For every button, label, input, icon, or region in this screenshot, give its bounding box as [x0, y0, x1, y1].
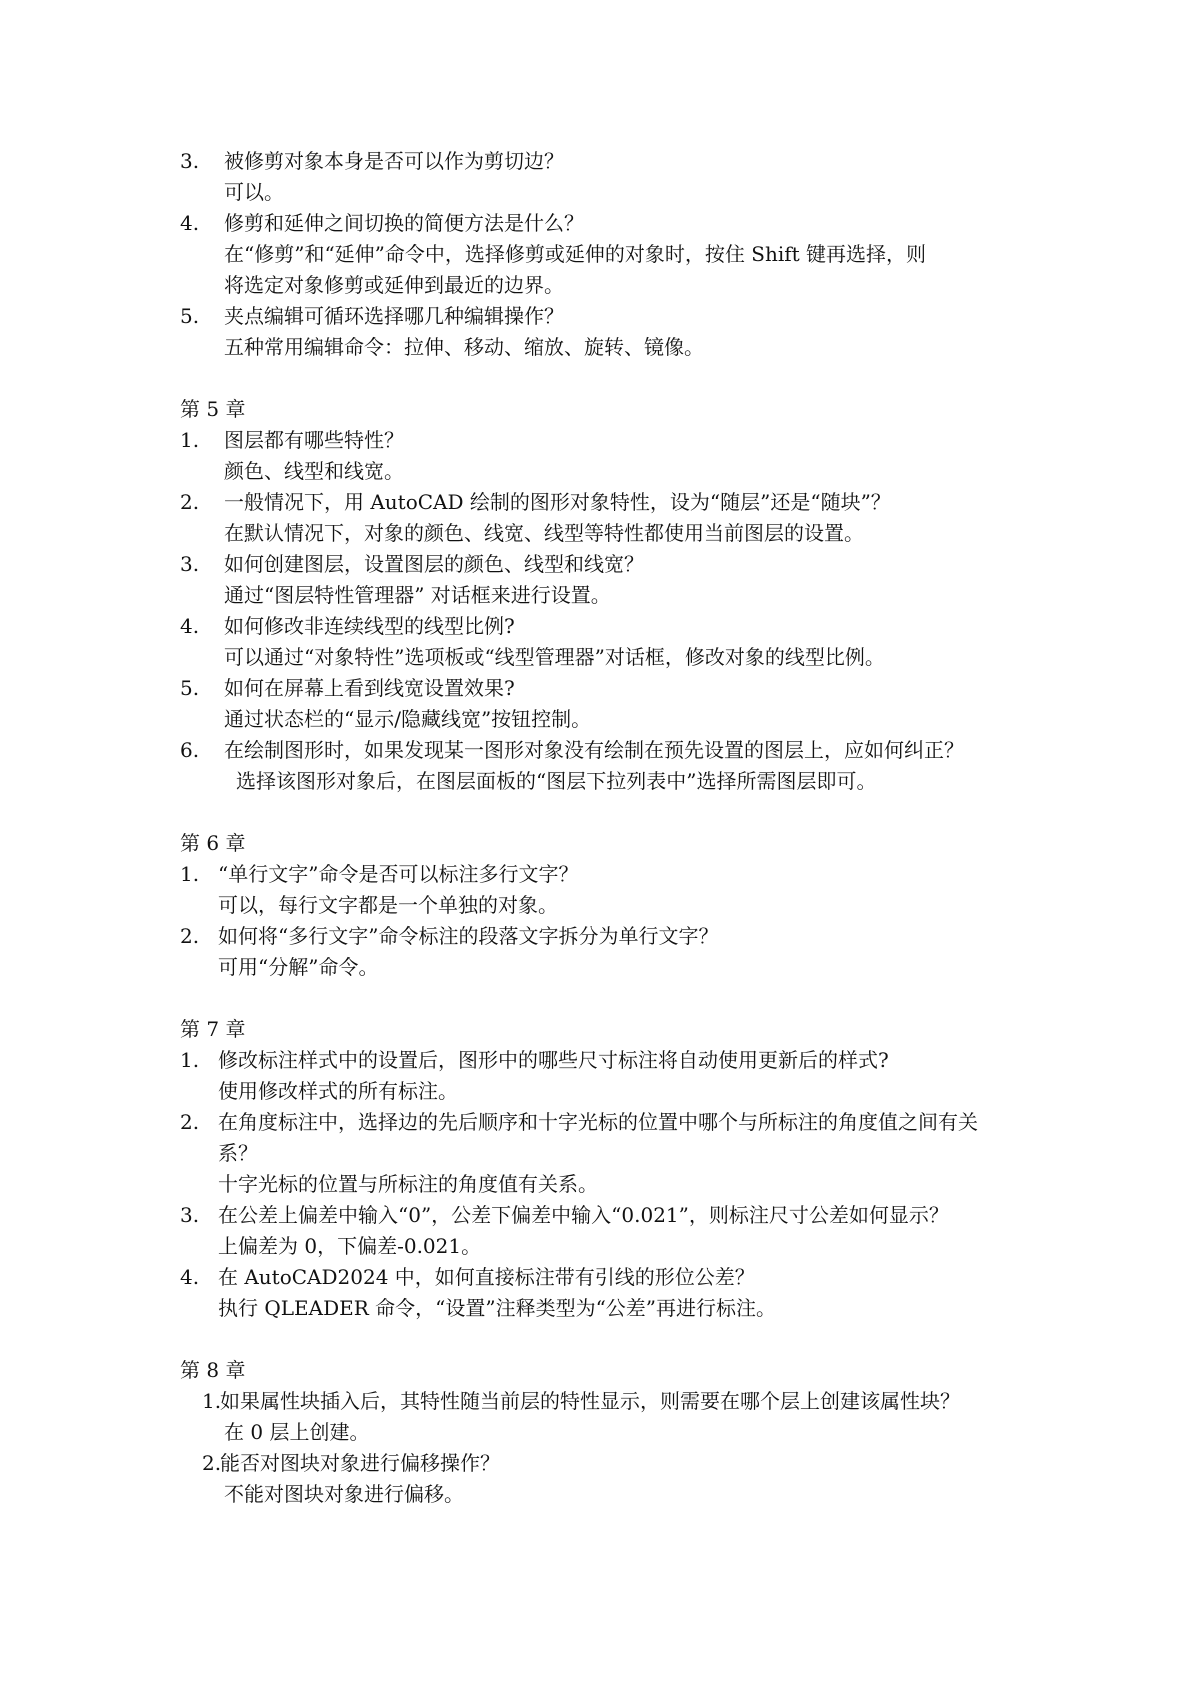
question-text: 在 AutoCAD2024 中，如何直接标注带有引线的形位公差？ [218, 1265, 755, 1289]
question-text: 如何将“多行文字”命令标注的段落文字拆分为单行文字？ [218, 924, 719, 948]
question-number: 2. [180, 1110, 200, 1134]
qa-item [180, 1448, 1080, 1510]
question [180, 735, 1080, 766]
answer-line: 可用“分解”命令。 [218, 955, 379, 979]
question-number: 2. [202, 1451, 222, 1475]
question-text: 如何创建图层，设置图层的颜色、线型和线宽？ [224, 552, 644, 576]
question-text: 被修剪对象本身是否可以作为剪切边？ [224, 149, 564, 173]
question-text: 图层都有哪些特性？ [224, 428, 404, 452]
question [180, 611, 1080, 642]
answer-line: 通过状态栏的“显示/隐藏线宽”按钮控制。 [224, 707, 592, 731]
question-number: 4. [180, 614, 200, 638]
section-chapter-6 [180, 828, 1080, 983]
question [180, 859, 1080, 890]
qa-item [180, 1200, 1080, 1262]
chapter-heading: 第 6 章 [180, 831, 246, 855]
question-number: 4. [180, 1265, 200, 1289]
question [180, 208, 1080, 239]
answer-line: 可以。 [224, 180, 284, 204]
answer-line: 颜色、线型和线宽。 [224, 459, 404, 483]
answer-line: 不能对图块对象进行偏移。 [224, 1482, 464, 1506]
question-text: 修改标注样式中的设置后，图形中的哪些尺寸标注将自动使用更新后的样式? [218, 1048, 889, 1072]
answer-line: 执行 QLEADER 命令，“设置”注释类型为“公差”再进行标注。 [218, 1296, 777, 1320]
question-text: 如果属性块插入后，其特性随当前层的特性显示，则需要在哪个层上创建该属性块？ [220, 1389, 960, 1413]
question [180, 425, 1080, 456]
qa-item [180, 735, 1080, 797]
qa-item [180, 1386, 1080, 1448]
question [180, 1262, 1080, 1293]
question [180, 1045, 1080, 1076]
qa-item [180, 673, 1080, 735]
question [180, 1448, 1080, 1479]
question-number: 5. [180, 304, 200, 328]
question-text: 在公差上偏差中输入“0”，公差下偏差中输入“0.021”，则标注尺寸公差如何显示？ [218, 1203, 949, 1227]
question-number: 3. [180, 149, 200, 173]
answer-line: 在 0 层上创建。 [224, 1420, 370, 1444]
answer-line: 将选定对象修剪或延伸到最近的边界。 [224, 273, 564, 297]
qa-item [180, 208, 1080, 301]
chapter-heading: 第 7 章 [180, 1017, 246, 1041]
qa-item [180, 301, 1080, 363]
question-number: 1. [202, 1389, 222, 1413]
document-body [180, 146, 1080, 1510]
answer-line: 十字光标的位置与所标注的角度值有关系。 [218, 1172, 598, 1196]
answer-line: 使用修改样式的所有标注。 [218, 1079, 458, 1103]
question-number: 1. [180, 1048, 200, 1072]
section-chapter-8 [180, 1355, 1080, 1510]
question-number: 3. [180, 1203, 200, 1227]
answer-line: 上偏差为 0，下偏差-0.021。 [218, 1234, 482, 1258]
question-text: 一般情况下，用 AutoCAD 绘制的图形对象特性，设为“随层”还是“随块”？ [224, 490, 891, 514]
question-text: “单行文字”命令是否可以标注多行文字？ [218, 862, 579, 886]
qa-item [180, 425, 1080, 487]
answer-line: 五种常用编辑命令：拉伸、移动、缩放、旋转、镜像。 [224, 335, 704, 359]
question-text: 在角度标注中，选择边的先后顺序和十字光标的位置中哪个与所标注的角度值之间有关 [218, 1110, 978, 1134]
qa-item [180, 1262, 1080, 1324]
section-previous-chapter [180, 146, 1080, 363]
question [180, 146, 1080, 177]
question-number: 6. [180, 738, 200, 762]
qa-item [180, 1045, 1080, 1107]
question [180, 673, 1080, 704]
question [180, 487, 1080, 518]
section-chapter-5 [180, 394, 1080, 797]
question-number: 1. [180, 862, 200, 886]
question [180, 1107, 1080, 1138]
answer-line: 可以，每行文字都是一个单独的对象。 [218, 893, 558, 917]
question-number: 1. [180, 428, 200, 452]
question-continuation: 系？ [218, 1141, 258, 1165]
answer-line: 选择该图形对象后，在图层面板的“图层下拉列表中”选择所需图层即可。 [236, 769, 877, 793]
question-text: 在绘制图形时，如果发现某一图形对象没有绘制在预先设置的图层上，应如何纠正？ [224, 738, 964, 762]
answer-line: 可以通过“对象特性”选项板或“线型管理器”对话框，修改对象的线型比例。 [224, 645, 885, 669]
question [180, 549, 1080, 580]
question [180, 1386, 1080, 1417]
answer-line: 在“修剪”和“延伸”命令中，选择修剪或延伸的对象时，按住 Shift 键再选择，则 [224, 242, 927, 266]
qa-item [180, 549, 1080, 611]
chapter-heading: 第 5 章 [180, 397, 246, 421]
qa-item [180, 611, 1080, 673]
chapter-heading: 第 8 章 [180, 1358, 246, 1382]
question [180, 301, 1080, 332]
question-text: 能否对图块对象进行偏移操作？ [220, 1451, 500, 1475]
question-number: 2. [180, 924, 200, 948]
question-text: 如何修改非连续线型的线型比例? [224, 614, 515, 638]
question-number: 4. [180, 211, 200, 235]
qa-item [180, 859, 1080, 921]
section-chapter-7 [180, 1014, 1080, 1324]
question-text: 如何在屏幕上看到线宽设置效果? [224, 676, 515, 700]
question [180, 1200, 1080, 1231]
answer-line: 在默认情况下，对象的颜色、线宽、线型等特性都使用当前图层的设置。 [224, 521, 864, 545]
question-text: 夹点编辑可循环选择哪几种编辑操作？ [224, 304, 564, 328]
question-number: 2. [180, 490, 200, 514]
question-number: 5. [180, 676, 200, 700]
question-number: 3. [180, 552, 200, 576]
question-text: 修剪和延伸之间切换的简便方法是什么？ [224, 211, 584, 235]
qa-item [180, 146, 1080, 208]
question [180, 921, 1080, 952]
qa-item [180, 921, 1080, 983]
answer-line: 通过“图层特性管理器” 对话框来进行设置。 [224, 583, 611, 607]
qa-item [180, 1107, 1080, 1200]
qa-item [180, 487, 1080, 549]
